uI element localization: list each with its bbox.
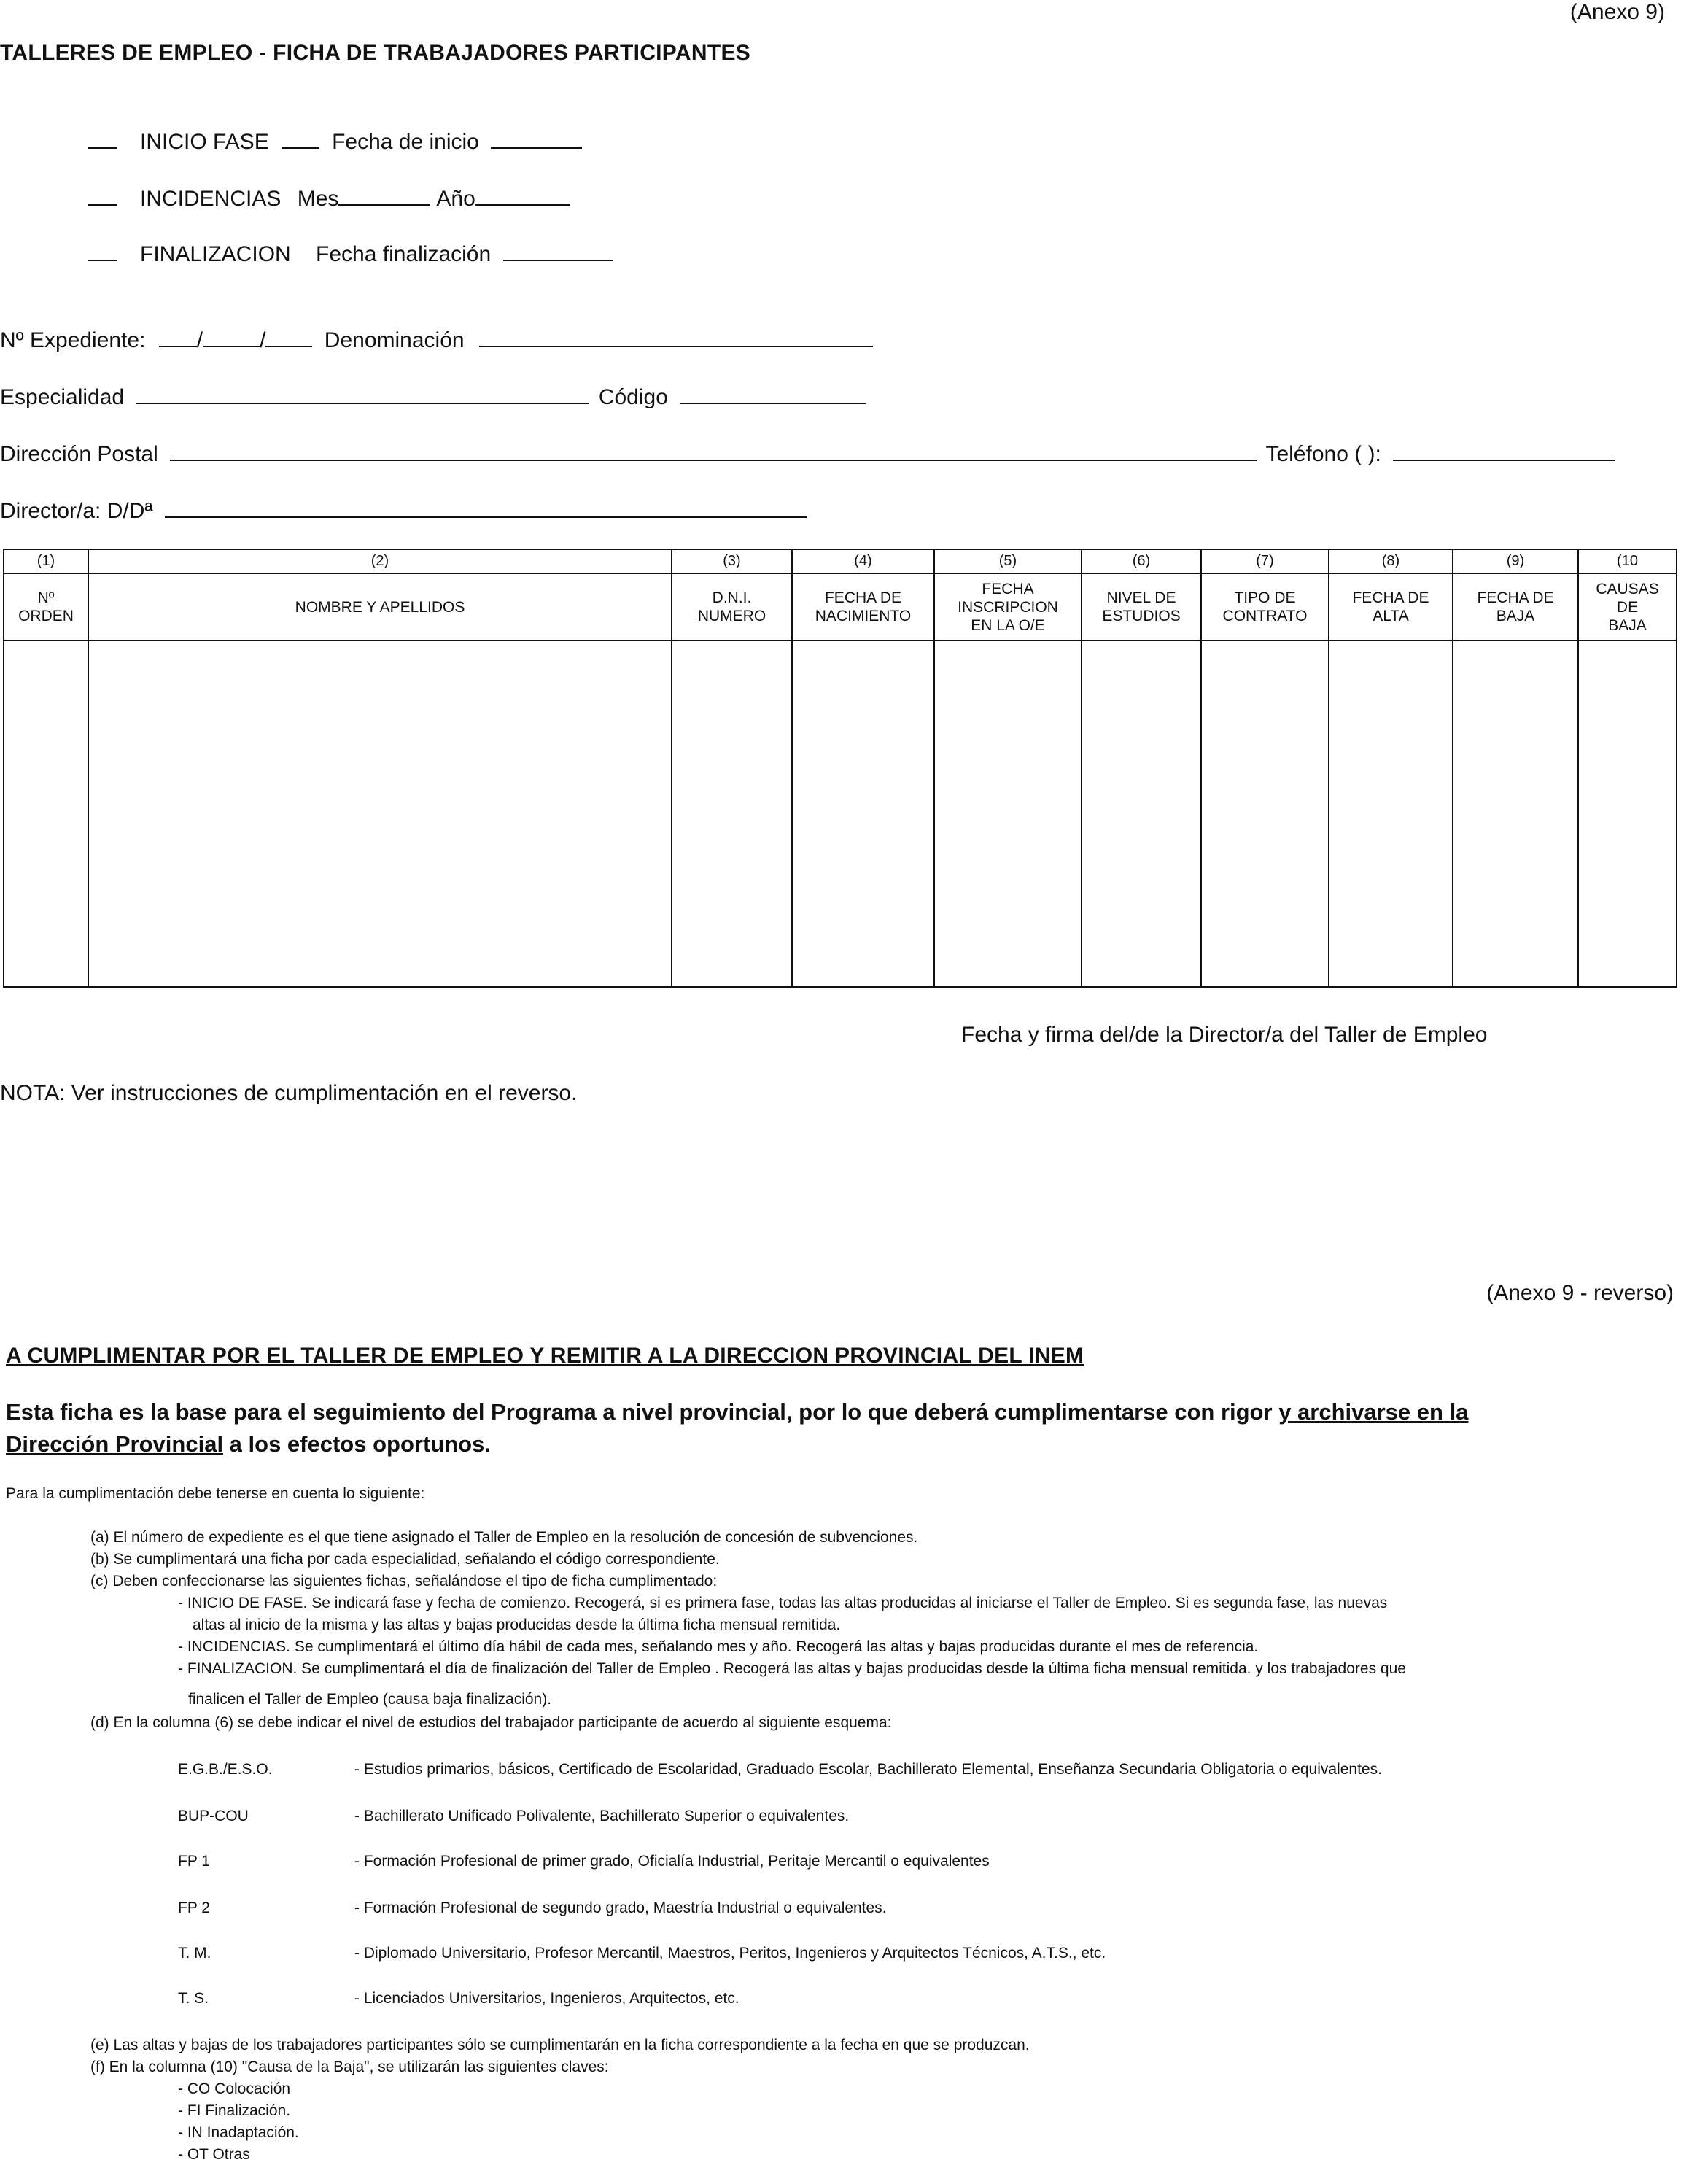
expediente-part3[interactable] — [265, 324, 312, 347]
header-dni: D.N.I. NUMERO — [672, 573, 792, 640]
sub-inicio-2: altas al inicio de la misma y las altas y bajas producidas desde la última ficha mensual remitida. — [193, 1616, 841, 1633]
header-nombre: NOMBRE Y APELLIDOS — [88, 573, 672, 640]
checkbox-finalizacion[interactable] — [88, 238, 117, 261]
reverso-heading: A CUMPLIMENTAR POR EL TALLER DE EMPLEO Y REMITIR A LA DIRECCION PROVINCIAL DEL INEM — [6, 1344, 1084, 1368]
direccion-row: Dirección Postal Teléfono ( ): — [0, 438, 1615, 467]
level-desc: - Formación Profesional de segundo grado, Maestría Industrial o equivalentes. — [354, 1900, 887, 1916]
level-desc: - Licenciados Universitarios, Ingenieros, Arquitectos, etc. — [354, 1990, 739, 2007]
header-contrato: TIPO DE CONTRATO — [1201, 573, 1329, 640]
key-fi: - FI Finalización. — [178, 2102, 291, 2119]
item-a: (a) El número de expediente es el que tiene asignado el Taller de Empleo en la resolución de concesión de subvenciones. — [90, 1529, 918, 1546]
sub-finalizacion-1: - FINALIZACION. Se cumplimentará el día de finalización del Taller de Empleo . Recogerá las altas y bajas producidas desde la última ficha mensual remitida. y los trabajadores que — [178, 1660, 1406, 1677]
col-number: (3) — [672, 549, 792, 573]
header-estudios: NIVEL DE ESTUDIOS — [1082, 573, 1201, 640]
level-code: E.G.B./E.S.O. — [178, 1761, 273, 1778]
fecha-finalizacion-field[interactable] — [503, 238, 613, 261]
option-finalizacion[interactable]: FINALIZACION Fecha finalización — [88, 238, 613, 267]
telefono-field[interactable] — [1393, 438, 1615, 461]
key-co: - CO Colocación — [178, 2080, 291, 2097]
sub-inicio-1: - INICIO DE FASE. Se indicará fase y fecha de comienzo. Recogerá, si es primera fase, todas las altas producidas al iniciarse el Taller de Empleo. Si es segunda fase, las nuevas — [178, 1595, 1388, 1611]
fecha-inicio-field[interactable] — [491, 125, 582, 149]
item-f: (f) En la columna (10) "Causa de la Baja", se utilizarán las siguientes claves: — [90, 2059, 609, 2075]
level-desc: - Formación Profesional de primer grado, Oficialía Industrial, Peritaje Mercantil o equivalentes — [354, 1853, 990, 1870]
level-code: T. S. — [178, 1990, 209, 2007]
intro-line1: Esta ficha es la base para el seguimiento del Programa a nivel provincial, por lo que deberá cumplimentarse con rigor y archivarse en la — [6, 1399, 1469, 1425]
fase-blank[interactable] — [282, 125, 319, 149]
col-number: (7) — [1201, 549, 1329, 573]
especialidad-row: Especialidad Código — [0, 381, 866, 410]
header-alta: FECHA DE ALTA — [1329, 573, 1453, 640]
direccion-field[interactable] — [170, 438, 1257, 461]
ano-field[interactable] — [475, 182, 570, 206]
form-title: TALLERES DE EMPLEO - FICHA DE TRABAJADORES PARTICIPANTES — [0, 41, 751, 65]
level-code: FP 2 — [178, 1900, 210, 1916]
col-number: (1) — [4, 549, 88, 573]
level-desc: - Bachillerato Unificado Polivalente, Bachillerato Superior o equivalentes. — [354, 1808, 850, 1824]
header-orden: Nº ORDEN — [4, 573, 88, 640]
cell-inscripcion[interactable] — [934, 640, 1082, 987]
cell-baja[interactable] — [1453, 640, 1578, 987]
cell-alta[interactable] — [1329, 640, 1453, 987]
annex-label: (Anexo 9) — [1569, 0, 1665, 24]
level-code: BUP-COU — [178, 1808, 249, 1824]
checkbox-inicio-fase[interactable] — [88, 125, 117, 149]
col-number: (6) — [1082, 549, 1201, 573]
level-desc: - Diplomado Universitario, Profesor Mercantil, Maestros, Peritos, Ingenieros y Arquitectos Técnicos, A.T.S., etc. — [354, 1945, 1106, 1962]
mes-field[interactable] — [338, 182, 430, 206]
level-code: T. M. — [178, 1945, 211, 1962]
header-nacimiento: FECHA DE NACIMIENTO — [792, 573, 934, 640]
cell-dni[interactable] — [672, 640, 792, 987]
col-number: (5) — [934, 549, 1082, 573]
header-baja: FECHA DE BAJA — [1453, 573, 1578, 640]
sub-incidencias: - INCIDENCIAS. Se cumplimentará el último día hábil de cada mes, señalando mes y año. Recogerá las altas y bajas producidas durante el mes de referencia. — [178, 1638, 1259, 1655]
annex-reverso-label: (Anexo 9 - reverso) — [1486, 1281, 1674, 1305]
lead-text: Para la cumplimentación debe tenerse en cuenta lo siguiente: — [6, 1485, 425, 1502]
expediente-part2[interactable] — [203, 324, 260, 347]
firma-label: Fecha y firma del/de la Director/a del Taller de Empleo — [961, 1023, 1488, 1047]
col-number: (10 — [1578, 549, 1677, 573]
col-number: (2) — [88, 549, 672, 573]
col-number: (4) — [792, 549, 934, 573]
expediente-row: Nº Expediente: / / Denominación — [0, 324, 873, 353]
intro-line2: Dirección Provincial a los efectos oportunos. — [6, 1431, 491, 1457]
participants-table — [3, 549, 1677, 988]
item-d: (d) En la columna (6) se debe indicar el nivel de estudios del trabajador participante de acuerdo al siguiente esquema: — [90, 1714, 892, 1731]
col-number: (8) — [1329, 549, 1453, 573]
cell-causas[interactable] — [1578, 640, 1677, 987]
cell-estudios[interactable] — [1082, 640, 1201, 987]
option-inicio-fase[interactable]: INICIO FASE Fecha de inicio — [88, 125, 582, 155]
checkbox-incidencias[interactable] — [88, 182, 117, 206]
director-row: Director/a: D/Dª — [0, 495, 807, 524]
option-incidencias[interactable]: INCIDENCIAS Mes Año — [88, 182, 570, 212]
col-number: (9) — [1453, 549, 1578, 573]
expediente-part1[interactable] — [159, 324, 197, 347]
codigo-field[interactable] — [680, 381, 866, 404]
key-in: - IN Inadaptación. — [178, 2124, 299, 2141]
denominacion-field[interactable] — [479, 324, 873, 347]
especialidad-field[interactable] — [136, 381, 589, 404]
cell-nombre[interactable] — [88, 640, 672, 987]
item-b: (b) Se cumplimentará una ficha por cada especialidad, señalando el código correspondiente. — [90, 1551, 720, 1568]
item-e: (e) Las altas y bajas de los trabajadores participantes sólo se cumplimentarán en la ficha correspondiente a la fecha en que se produzcan. — [90, 2037, 1030, 2053]
cell-orden[interactable] — [4, 640, 88, 987]
cell-nacimiento[interactable] — [792, 640, 934, 987]
cell-contrato[interactable] — [1201, 640, 1329, 987]
level-code: FP 1 — [178, 1853, 210, 1870]
director-field[interactable] — [165, 495, 807, 518]
level-desc: - Estudios primarios, básicos, Certificado de Escolaridad, Graduado Escolar, Bachillerato Elemental, Enseñanza Secundaria Obligatoria o equivalentes. — [354, 1761, 1382, 1778]
header-inscripcion: FECHA INSCRIPCION EN LA O/E — [934, 573, 1082, 640]
header-causas: CAUSAS DE BAJA — [1578, 573, 1677, 640]
sub-finalizacion-2: finalicen el Taller de Empleo (causa baja finalización). — [188, 1691, 552, 1708]
nota: NOTA: Ver instrucciones de cumplimentación en el reverso. — [0, 1081, 578, 1105]
key-ot: - OT Otras — [178, 2146, 250, 2163]
item-c: (c) Deben confeccionarse las siguientes fichas, señalándose el tipo de ficha cumplimentado: — [90, 1573, 718, 1589]
